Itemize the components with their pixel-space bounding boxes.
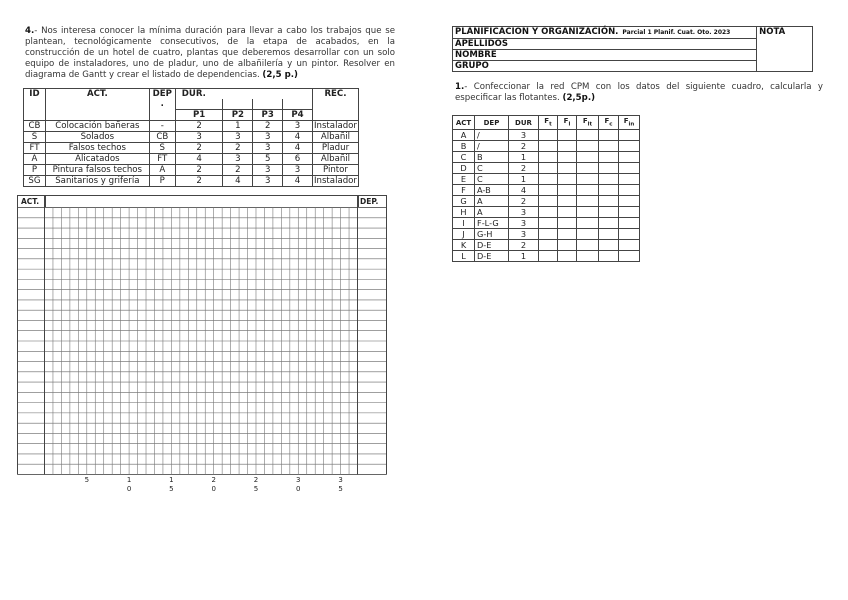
cpm-header-dur: DUR (509, 116, 539, 130)
cell-act: Colocación bañeras (45, 121, 149, 132)
table-row (24, 154, 359, 165)
header-id: ID (24, 89, 46, 100)
cell-rec: Albañil (312, 154, 358, 165)
empty-answer-cell[interactable] (619, 152, 640, 163)
empty-answer-cell[interactable] (558, 163, 577, 174)
empty-answer-cell[interactable] (577, 251, 599, 262)
nombre-field[interactable]: NOMBRE (453, 50, 757, 61)
cell-dur: 1 (509, 152, 539, 163)
cell-p4: 3 (283, 121, 313, 132)
tick-label-second-line: 5 (169, 485, 174, 493)
header-dep-dot: . (149, 99, 175, 110)
empty-answer-cell[interactable] (599, 185, 619, 196)
cell-p2: 2 (223, 165, 253, 176)
empty-answer-cell[interactable] (539, 229, 558, 240)
cell-p1: 2 (175, 143, 223, 154)
cell-dep: / (475, 141, 509, 152)
question-1-statement (455, 82, 823, 104)
cell-p4: 3 (283, 165, 313, 176)
cell-dur: 1 (509, 174, 539, 185)
cell-p4: 6 (283, 154, 313, 165)
cell-p1: 2 (175, 165, 223, 176)
cell-p3: 3 (253, 176, 283, 187)
header-act: ACT. (45, 89, 149, 100)
cell-dur: 3 (509, 207, 539, 218)
empty-answer-cell[interactable] (558, 218, 577, 229)
exam-title: PLANIFICACION Y ORGANIZACIÓN. Parcial 1 Planif. Cuat. Oto. 2023 (453, 27, 757, 39)
empty-answer-cell[interactable] (619, 251, 640, 262)
cell-p3: 5 (253, 154, 283, 165)
cell-act: J (453, 229, 475, 240)
nota-box: NOTA (757, 27, 813, 72)
cell-id: A (24, 154, 46, 165)
cell-act: I (453, 218, 475, 229)
cell-act: A (453, 130, 475, 141)
cell-act: K (453, 240, 475, 251)
header-p3: P3 (253, 110, 283, 121)
cpm-header-dep: DEP (475, 116, 509, 130)
empty-answer-cell[interactable] (619, 185, 640, 196)
empty-answer-cell[interactable] (539, 196, 558, 207)
student-header-box (452, 26, 813, 72)
table-row (453, 240, 640, 251)
empty-answer-cell[interactable] (577, 130, 599, 141)
empty-answer-cell[interactable] (558, 251, 577, 262)
cpm-header-ft: $F_t$ (539, 116, 558, 130)
cell-act: Falsos techos (45, 143, 149, 154)
gantt-grid-lines (17, 195, 387, 476)
apellidos-field[interactable]: APELLIDOS (453, 39, 757, 50)
empty-answer-cell[interactable] (599, 141, 619, 152)
tick-label-second-line: 0 (126, 485, 132, 493)
question-4-number: 4. (25, 26, 35, 36)
cpm-header-fc: $F_c$ (599, 116, 619, 130)
cell-dur: 1 (509, 251, 539, 262)
cell-dur: 2 (509, 141, 539, 152)
cell-rec: Pladur (312, 143, 358, 154)
cell-p2: 1 (223, 121, 253, 132)
tick-label: 5 (84, 476, 90, 484)
empty-answer-cell[interactable] (599, 240, 619, 251)
tick-label-second-line: 5 (338, 485, 343, 493)
empty-answer-cell[interactable] (619, 229, 640, 240)
cell-dep: A-B (475, 185, 509, 196)
empty-answer-cell[interactable] (599, 251, 619, 262)
empty-answer-cell[interactable] (539, 163, 558, 174)
cell-p1: 2 (175, 121, 223, 132)
grupo-field[interactable]: GRUPO (453, 61, 757, 72)
tick-label-second-line: 0 (296, 485, 301, 493)
cell-act: H (453, 207, 475, 218)
empty-answer-cell[interactable] (539, 251, 558, 262)
table-row (453, 185, 640, 196)
cell-p1: 3 (175, 132, 223, 143)
empty-answer-cell[interactable] (577, 163, 599, 174)
empty-answer-cell[interactable] (619, 130, 640, 141)
table-row (453, 163, 640, 174)
empty-answer-cell[interactable] (558, 174, 577, 185)
cell-p2: 3 (223, 154, 253, 165)
question-4-statement (25, 26, 395, 81)
cell-dur: 4 (509, 185, 539, 196)
cell-act: B (453, 141, 475, 152)
empty-answer-cell[interactable] (619, 196, 640, 207)
empty-answer-cell[interactable] (577, 229, 599, 240)
table-row (24, 176, 359, 187)
cell-p2: 3 (223, 132, 253, 143)
cell-id: SG (24, 176, 46, 187)
empty-answer-cell[interactable] (558, 130, 577, 141)
cell-dep: S (149, 143, 175, 154)
cell-dep: - (149, 121, 175, 132)
activities-table-q4 (23, 88, 359, 187)
cpm-table (452, 115, 640, 262)
empty-answer-cell[interactable] (539, 174, 558, 185)
cell-p3: 3 (253, 143, 283, 154)
cell-act: Pintura falsos techos (45, 165, 149, 176)
empty-answer-cell[interactable] (599, 130, 619, 141)
cell-dep: CB (149, 132, 175, 143)
header-p2: P2 (223, 110, 253, 121)
header-p1: P1 (175, 110, 223, 121)
cell-dur: 3 (509, 229, 539, 240)
cell-p1: 4 (175, 154, 223, 165)
table-row (453, 152, 640, 163)
header-dur: DUR. (175, 89, 312, 100)
cell-p3: 3 (253, 165, 283, 176)
header-dep: DEP (149, 89, 175, 100)
table-row (453, 229, 640, 240)
empty-answer-cell[interactable] (619, 141, 640, 152)
empty-answer-cell[interactable] (599, 207, 619, 218)
empty-answer-cell[interactable] (599, 218, 619, 229)
empty-answer-cell[interactable] (619, 207, 640, 218)
cell-id: FT (24, 143, 46, 154)
empty-answer-cell[interactable] (599, 152, 619, 163)
tick-label: 2 (253, 476, 259, 484)
cell-id: CB (24, 121, 46, 132)
empty-answer-cell[interactable] (577, 174, 599, 185)
empty-answer-cell[interactable] (577, 152, 599, 163)
table-row (24, 165, 359, 176)
tick-label-second-line: 5 (253, 485, 259, 493)
empty-answer-cell[interactable] (599, 163, 619, 174)
cell-p4: 4 (283, 132, 313, 143)
cell-act: Alicatados (45, 154, 149, 165)
empty-answer-cell[interactable] (577, 207, 599, 218)
cell-id: P (24, 165, 46, 176)
empty-answer-cell[interactable] (539, 130, 558, 141)
cell-dep: G-H (475, 229, 509, 240)
cell-rec: Instalador (313, 176, 357, 187)
empty-answer-cell[interactable] (558, 196, 577, 207)
empty-answer-cell[interactable] (539, 185, 558, 196)
cpm-header-act: ACT (453, 116, 475, 130)
cell-rec: Albañil (312, 132, 358, 143)
empty-answer-cell[interactable] (577, 218, 599, 229)
cell-p2: 4 (223, 176, 253, 187)
cell-dep: D-E (475, 251, 509, 262)
gantt-dep-label: DEP. (360, 197, 379, 206)
cell-act: Solados (45, 132, 149, 143)
empty-answer-cell[interactable] (619, 174, 640, 185)
table-row (453, 218, 640, 229)
cell-p4: 4 (283, 143, 313, 154)
header-rec: REC. (312, 89, 358, 100)
tick-label: 1 (169, 476, 174, 484)
cell-dur: 2 (509, 163, 539, 174)
cell-dur: 2 (509, 240, 539, 251)
cell-act: G (453, 196, 475, 207)
question-1-text: - Confeccionar la red CPM con los datos del siguiente cuadro, calcularla y especificar las flotantes. (455, 82, 823, 103)
cell-p1: 2 (175, 176, 223, 187)
table-row (24, 143, 359, 154)
empty-answer-cell[interactable] (558, 229, 577, 240)
empty-answer-cell[interactable] (577, 185, 599, 196)
exam-subtitle: Parcial 1 Planif. Cuat. Oto. 2023 (622, 29, 731, 36)
tick-label-second-line: 0 (211, 485, 216, 493)
cell-dep: C (475, 163, 509, 174)
cell-act: C (453, 152, 475, 163)
cell-id: S (24, 132, 46, 143)
cell-dur: 3 (509, 218, 539, 229)
cell-p3: 3 (253, 132, 283, 143)
empty-answer-cell[interactable] (558, 152, 577, 163)
cell-p4: 4 (283, 176, 313, 187)
cell-act: D (453, 163, 475, 174)
tick-label: 3 (296, 476, 301, 484)
cell-dep: F-L-G (475, 218, 509, 229)
cell-act: E (453, 174, 475, 185)
cell-dep: C (475, 174, 509, 185)
table-row (453, 207, 640, 218)
table-row (453, 130, 640, 141)
cell-dep: A (475, 207, 509, 218)
empty-answer-cell[interactable] (619, 218, 640, 229)
cell-p2: 2 (223, 143, 253, 154)
empty-answer-cell[interactable] (539, 152, 558, 163)
cell-dep: A (149, 165, 175, 176)
tick-label: 2 (211, 476, 216, 484)
table-row (453, 251, 640, 262)
cell-act: L (453, 251, 475, 262)
empty-answer-cell[interactable] (539, 141, 558, 152)
empty-answer-cell[interactable] (558, 207, 577, 218)
table-row (24, 132, 359, 143)
cpm-header-fin: $F_{in}$ (619, 116, 640, 130)
tick-label: 3 (338, 476, 343, 484)
empty-answer-cell[interactable] (619, 163, 640, 174)
empty-answer-cell[interactable] (577, 141, 599, 152)
empty-answer-cell[interactable] (599, 229, 619, 240)
cpm-header-fit: $F_{lt}$ (577, 116, 599, 130)
cell-p3: 2 (253, 121, 283, 132)
cell-act: Sanitarios y grifería (45, 176, 149, 187)
empty-answer-cell[interactable] (558, 141, 577, 152)
table-row (453, 174, 640, 185)
cell-dur: 3 (509, 130, 539, 141)
cell-act: F (453, 185, 475, 196)
cpm-header-fl: $F_l$ (558, 116, 577, 130)
empty-answer-cell[interactable] (539, 240, 558, 251)
empty-answer-cell[interactable] (577, 196, 599, 207)
question-1-points: (2,5p.) (562, 93, 596, 103)
cell-rec: Instalador (313, 121, 357, 132)
question-1-number: 1. (455, 82, 465, 92)
question-4-points: (2,5 p.) (262, 70, 298, 80)
cell-dep: D-E (475, 240, 509, 251)
question-4-text: - Nos interesa conocer la mínima duración para llevar a cabo los trabajos que se plantean, tecnológicamente consecutivos, de la etapa de acabados, en la construcción de un hotel de cuatro, plantas que deberemos desarrollar con un solo equipo de instaladores, uno de pladur, uno de albañilería y un pintor. Resolver en diagrama de Gantt y crear el listado de dependencias. (25, 26, 395, 80)
table-row (453, 141, 640, 152)
cell-dep: FT (149, 154, 175, 165)
cell-dep: / (475, 130, 509, 141)
empty-answer-cell[interactable] (577, 240, 599, 251)
empty-answer-cell[interactable] (599, 174, 619, 185)
table-row (24, 121, 359, 132)
cell-dep: B (475, 152, 509, 163)
cell-dep: A (475, 196, 509, 207)
empty-answer-cell[interactable] (619, 240, 640, 251)
gantt-chart-grid (17, 195, 387, 475)
cell-rec: Pintor (312, 165, 358, 176)
empty-answer-cell[interactable] (539, 207, 558, 218)
cell-dur: 2 (509, 196, 539, 207)
table-row (453, 196, 640, 207)
empty-answer-cell[interactable] (599, 196, 619, 207)
empty-answer-cell[interactable] (558, 185, 577, 196)
empty-answer-cell[interactable] (539, 218, 558, 229)
gantt-act-label: ACT. (21, 197, 40, 206)
cell-dep: P (149, 176, 175, 187)
empty-answer-cell[interactable] (558, 240, 577, 251)
header-p4: P4 (283, 110, 313, 121)
tick-label: 1 (126, 476, 132, 484)
